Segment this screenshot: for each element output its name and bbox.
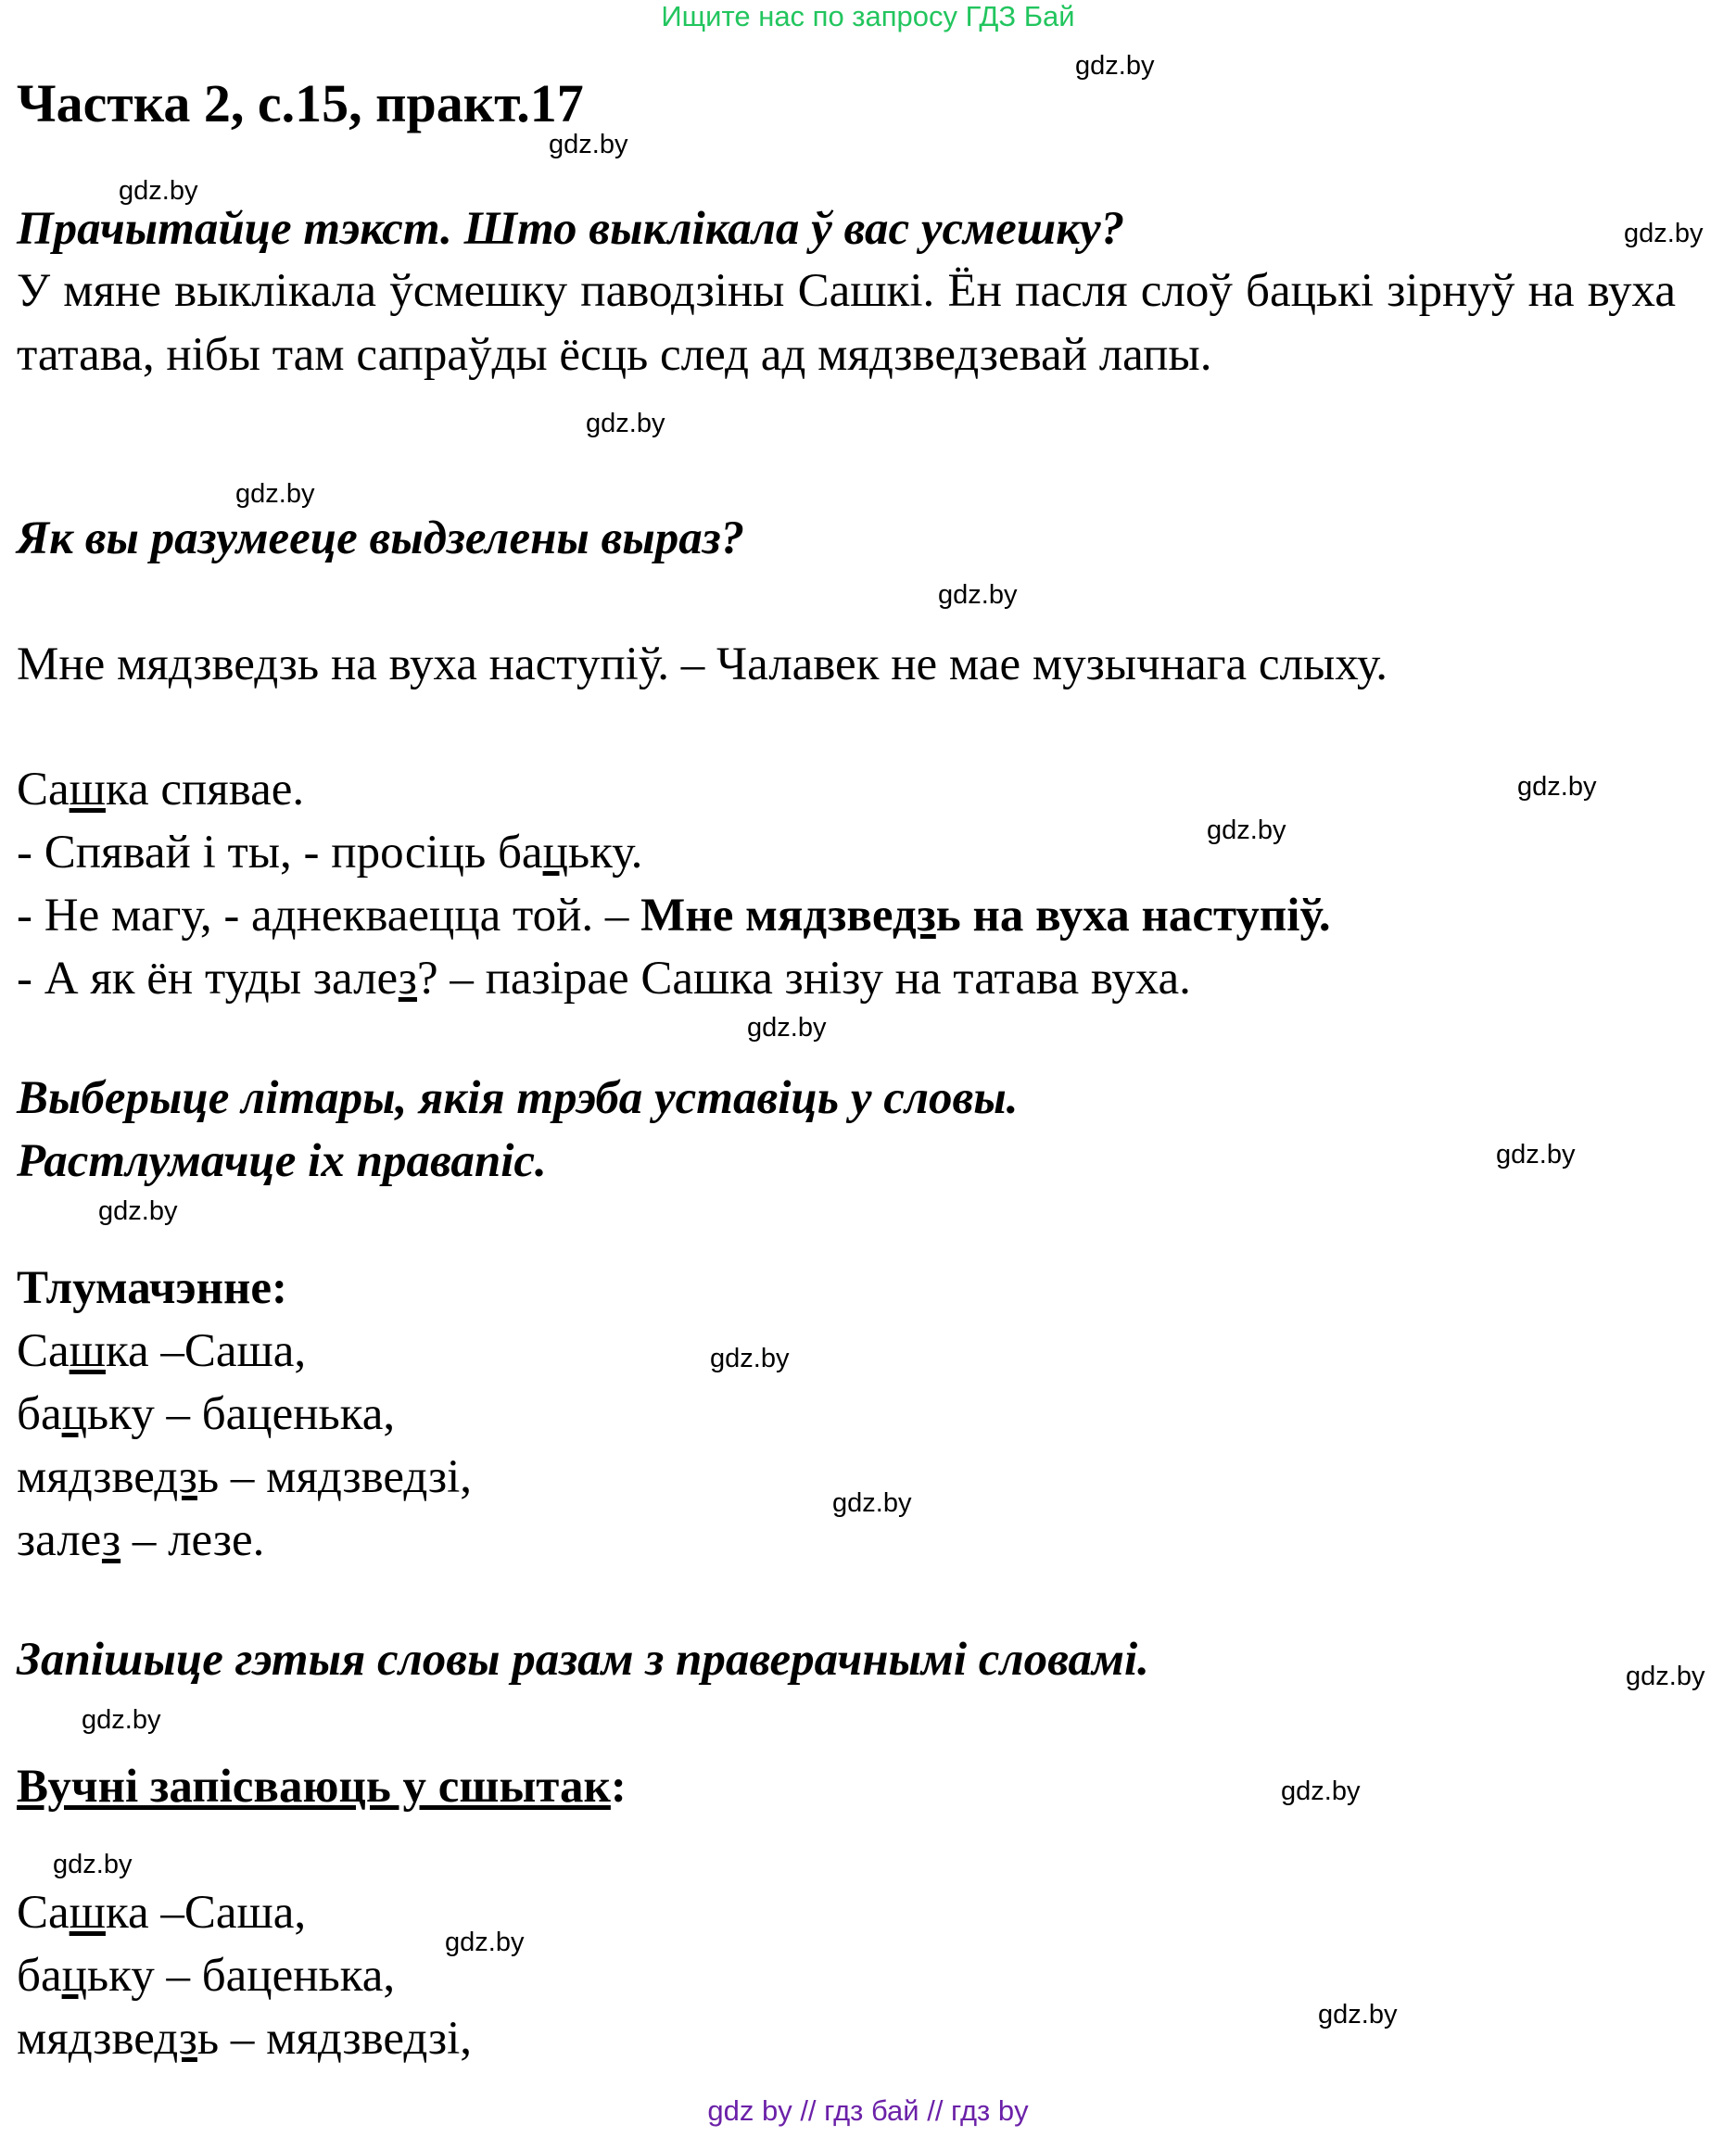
story-line: - А як ён туды залез? – пазірае Сашка знізу на татава вуха. [17, 953, 1191, 1005]
word-pair: мядзведзь – мядзведзі, [17, 2013, 473, 2065]
task-heading: Запішыце гэтыя словы разам з праверачнымі словамі. [17, 1634, 1149, 1686]
word-pair: залез – лезе. [17, 1514, 265, 1566]
word-pair: мядзведзь – мядзведзі, [17, 1451, 473, 1503]
word-pair: Сашка –Саша, [17, 1325, 307, 1377]
watermark: gdz.by [119, 176, 198, 206]
watermark: gdz.by [832, 1488, 912, 1518]
watermark: gdz.by [1318, 2000, 1398, 2030]
section-title: Тлумачэнне: [17, 1262, 287, 1314]
watermark: gdz.by [1624, 219, 1704, 248]
watermark: gdz.by [710, 1344, 790, 1373]
watermark: gdz.by [549, 130, 628, 159]
watermark: gdz.by [82, 1705, 161, 1735]
watermark: gdz.by [1207, 816, 1286, 845]
word-pair: бацьку – баценька, [17, 1950, 396, 2002]
watermark: gdz.by [1281, 1777, 1361, 1806]
task-heading: Як вы разумееце выдзелены выраз? [17, 512, 745, 564]
watermark: gdz.by [747, 1013, 827, 1043]
watermark: gdz.by [1496, 1140, 1576, 1170]
watermark: gdz.by [53, 1850, 133, 1879]
word-pair: Сашка –Саша, [17, 1887, 307, 1939]
task-heading: Прачытайце тэкст. Што выклікала ў вас усмешку? [17, 203, 1125, 255]
story-line: - Спявай і ты, - просіць бацьку. [17, 827, 643, 879]
section-title: Вучні запісваюць у сшытак: [17, 1761, 627, 1813]
watermark: gdz.by [98, 1196, 178, 1226]
watermark: gdz.by [1626, 1662, 1705, 1691]
footer-links[interactable]: gdz by // гдз бай // гдз by [707, 2094, 1029, 2127]
watermark: gdz.by [586, 409, 665, 438]
page-title: Частка 2, с.15, практ.17 [17, 73, 584, 133]
watermark: gdz.by [235, 479, 315, 509]
watermark: gdz.by [445, 1928, 525, 1957]
top-banner[interactable]: Ищите нас по запросу ГДЗ Бай [661, 0, 1075, 32]
watermark: gdz.by [1075, 51, 1155, 81]
answer-paragraph: У мяне выклікала ўсмешку паводзіны Сашкі. Ён пасля слоў бацькі зірнуў на вуха татава, нібы там сапраўды ёсць след ад мядзведзевай лапы. [17, 265, 1676, 381]
task-heading: Выберыце літары, якія трэба уставіць у словы. [17, 1072, 1019, 1124]
story-line: - Не магу, - аднекваецца той. – Мне мядзведзь на вуха наступіў. [17, 890, 1331, 942]
story-line: Сашка спявае. [17, 764, 305, 816]
watermark: gdz.by [1517, 772, 1597, 802]
task-heading: Растлумачце іх правапіс. [17, 1135, 547, 1187]
watermark: gdz.by [938, 580, 1018, 610]
word-pair: бацьку – баценька, [17, 1388, 396, 1440]
answer-text: Мне мядзведзь на вуха наступіў. – Чалавек не мае музычнага слыху. [17, 639, 1388, 690]
